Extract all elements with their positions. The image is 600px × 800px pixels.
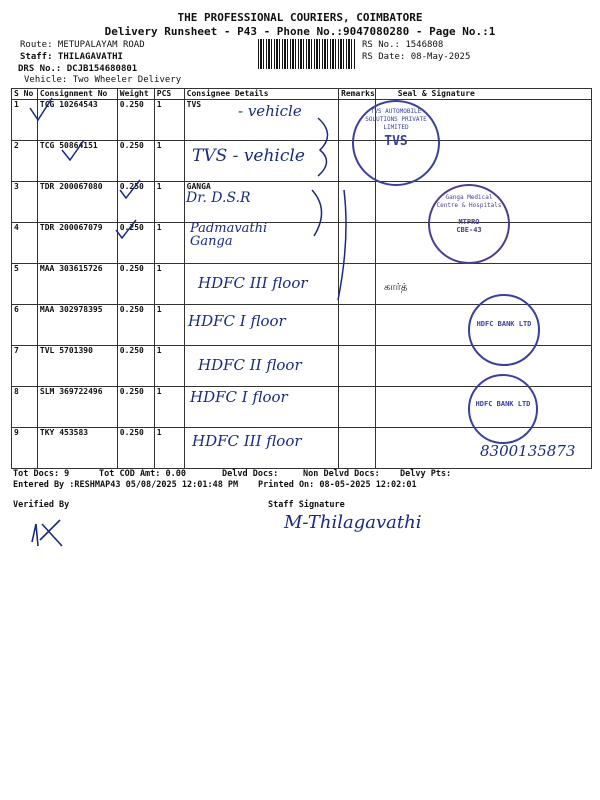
checkmark-icon xyxy=(62,140,84,160)
entered-by: Entered By :RESHMAP43 05/08/2025 12:01:48 PM xyxy=(13,480,239,490)
vehicle-label: Vehicle: Two Wheeler Delivery xyxy=(24,75,182,85)
cell-consignment: TVL 5701390 xyxy=(37,346,117,387)
staff-signature: M-Thilagavathi xyxy=(284,512,422,533)
staff-signature-label: Staff Signature xyxy=(268,500,345,510)
cell-sno: 1 xyxy=(12,100,38,141)
handwritten-note: Padmavathi Ganga xyxy=(190,221,268,249)
col-header-consignment: Consignment No xyxy=(37,89,117,100)
signature-row5: கார்த் xyxy=(384,282,408,293)
cell-sno: 5 xyxy=(12,264,38,305)
handwritten-note: TVS - vehicle xyxy=(192,146,305,166)
cell-weight: 0.250 xyxy=(117,428,154,469)
cell-weight: 0.250 xyxy=(117,346,154,387)
handwritten-note: HDFC II floor xyxy=(198,356,302,374)
tot-docs: Tot Docs: 9 xyxy=(13,469,70,479)
delvy-pts: Delvy Pts: xyxy=(400,469,452,479)
verifier-signature xyxy=(26,512,70,552)
handwritten-note: HDFC I floor xyxy=(190,388,288,406)
handwritten-note: - vehicle xyxy=(238,102,302,120)
cell-pcs: 1 xyxy=(154,141,184,182)
hdfc-stamp: HDFC BANK LTD xyxy=(468,374,538,444)
company-title: THE PROFESSIONAL COURIERS, COIMBATORE xyxy=(177,11,423,24)
cell-pcs: 1 xyxy=(154,305,184,346)
brace-mark xyxy=(318,118,328,176)
cell-pcs: 1 xyxy=(154,387,184,428)
cell-weight: 0.250 xyxy=(117,305,154,346)
cell-consignment: SLM 369722496 xyxy=(37,387,117,428)
col-header-pcs: PCS xyxy=(154,89,184,100)
cell-consignment: TCG 10264543 xyxy=(37,100,117,141)
delvd-docs: Delvd Docs: xyxy=(222,469,279,479)
cell-sno: 6 xyxy=(12,305,38,346)
cell-consignment: MAA 303615726 xyxy=(37,264,117,305)
cell-weight: 0.250 xyxy=(117,387,154,428)
cell-sno: 2 xyxy=(12,141,38,182)
cell-pcs: 1 xyxy=(154,100,184,141)
staff-label: Staff: THILAGAVATHI xyxy=(20,52,123,62)
col-header-consignee: Consignee Details xyxy=(184,89,338,100)
handwritten-note: HDFC I floor xyxy=(188,312,286,330)
route-label: Route: METUPALAYAM ROAD xyxy=(20,40,145,50)
brace-mark xyxy=(312,190,322,236)
verified-by-label: Verified By xyxy=(13,500,70,510)
signature-phone: 8300135873 xyxy=(480,442,576,460)
cell-consignee: TVS xyxy=(184,100,338,141)
cell-pcs: 1 xyxy=(154,346,184,387)
cell-weight: 0.250 xyxy=(117,100,154,141)
tot-cod: Tot COD Amt: 0.00 xyxy=(99,469,186,479)
rs-no-label: RS No.: 1546808 xyxy=(362,40,444,50)
cell-consignment: TCG 50864151 xyxy=(37,141,117,182)
cell-sno: 9 xyxy=(12,428,38,469)
ganga-stamp: Ganga Medical Centre & Hospitals MTPRO CBE-43 xyxy=(428,184,510,264)
cell-pcs: 1 xyxy=(154,223,184,264)
hdfc-stamp: HDFC BANK LTD xyxy=(468,294,540,366)
cell-consignment: TDR 200067079 xyxy=(37,223,117,264)
tvs-stamp: TVS AUTOMOBILE SOLUTIONS PRIVATE LIMITED TVS xyxy=(352,100,440,186)
cell-weight: 0.250 xyxy=(117,141,154,182)
checkmark-icon xyxy=(120,180,140,198)
brace-mark xyxy=(338,190,346,300)
col-header-weight: Weight xyxy=(117,89,154,100)
col-header-remarks: Remarks xyxy=(339,89,376,100)
checkmark-icon xyxy=(116,220,136,238)
cell-weight: 0.250 xyxy=(117,264,154,305)
handwritten-note: Dr. D.S.R xyxy=(186,190,251,206)
col-header-sno: S No xyxy=(12,89,38,100)
drs-label: DRS No.: DCJB154680801 xyxy=(18,64,138,74)
cell-weight: 0.250 xyxy=(117,182,154,223)
cell-consignment: TDR 200067080 xyxy=(37,182,117,223)
checkmark-icon xyxy=(30,98,52,120)
cell-sno: 7 xyxy=(12,346,38,387)
cell-consignee: GANGA xyxy=(184,182,338,223)
handwritten-note: HDFC III floor xyxy=(198,274,308,292)
cell-pcs: 1 xyxy=(154,182,184,223)
runsheet-title: Delivery Runsheet - P43 - Phone No.:9047080280 - Page No.:1 xyxy=(104,25,496,38)
rs-date-label: RS Date: 08-May-2025 xyxy=(362,52,471,62)
cell-sno: 4 xyxy=(12,223,38,264)
cell-sno: 3 xyxy=(12,182,38,223)
cell-weight: 0.250 xyxy=(117,223,154,264)
cell-pcs: 1 xyxy=(154,428,184,469)
printed-on: Printed On: 08-05-2025 12:02:01 xyxy=(258,480,417,490)
handwritten-note: HDFC III floor xyxy=(192,432,302,450)
cell-sno: 8 xyxy=(12,387,38,428)
cell-pcs: 1 xyxy=(154,264,184,305)
cell-consignment: MAA 302978395 xyxy=(37,305,117,346)
col-header-seal: Seal & Signature xyxy=(375,89,591,100)
cell-consignment: TKY 453583 xyxy=(37,428,117,469)
non-delvd-docs: Non Delvd Docs: xyxy=(303,469,380,479)
